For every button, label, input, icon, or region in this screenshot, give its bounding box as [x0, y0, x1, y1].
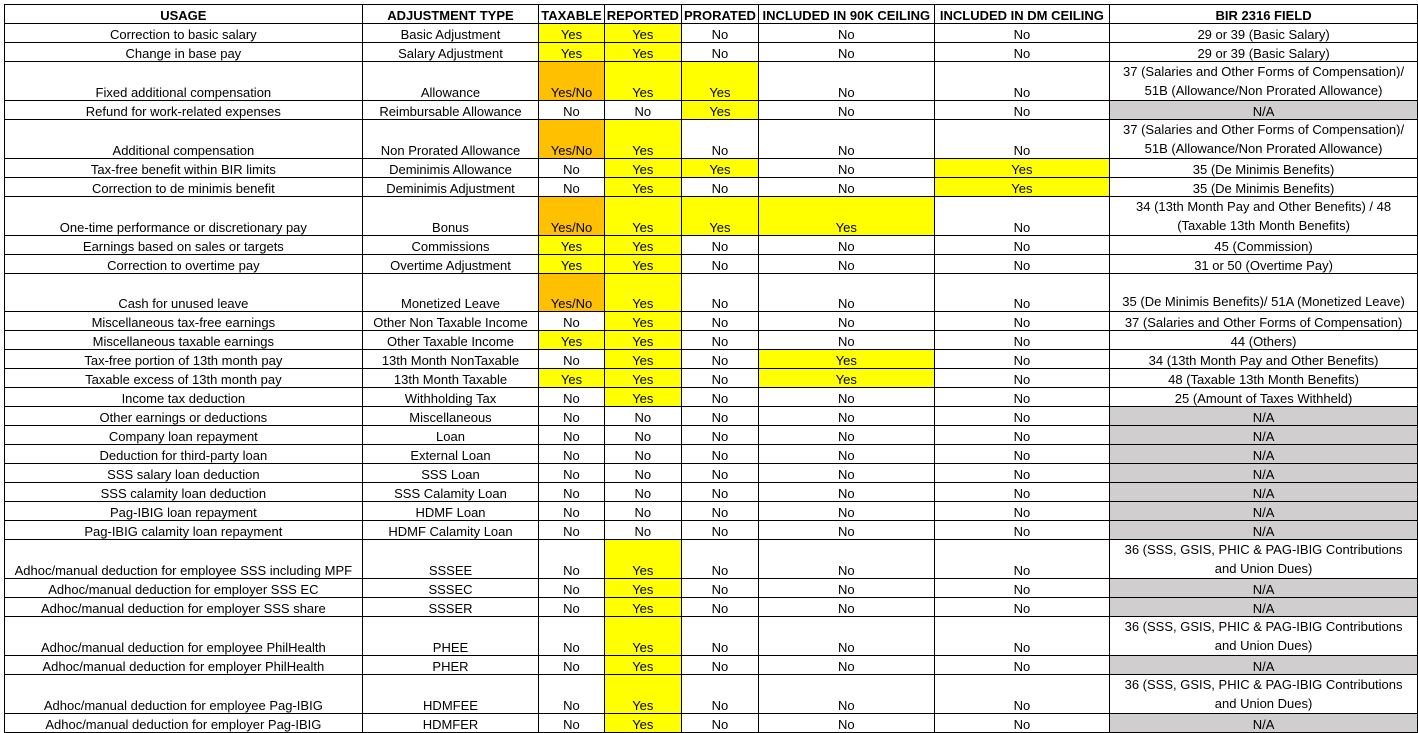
table-row — [5, 178, 1418, 197]
taxable-cell: No — [539, 502, 604, 521]
bir-2316-field-cell: N/A — [1110, 598, 1418, 617]
reported-cell: Yes — [604, 197, 681, 236]
reported-cell: Yes — [604, 178, 681, 197]
ceiling-dm-cell: No — [934, 502, 1109, 521]
usage-cell: Taxable excess of 13th month pay — [5, 369, 363, 388]
ceiling-dm-cell: No — [934, 24, 1109, 43]
reported-cell: Yes — [604, 312, 681, 331]
taxable-cell: Yes/No — [539, 62, 604, 101]
adjustment-type-cell: Reimbursable Allowance — [362, 101, 539, 120]
ceiling-dm-cell: No — [934, 426, 1109, 445]
bir-2316-field-cell: 25 (Amount of Taxes Withheld) — [1110, 388, 1418, 407]
usage-cell: Company loan repayment — [5, 426, 363, 445]
prorated-cell: No — [681, 521, 758, 540]
taxable-cell: Yes — [539, 369, 604, 388]
adjustment-type-cell: Loan — [362, 426, 539, 445]
taxable-cell: No — [539, 312, 604, 331]
reported-cell: Yes — [604, 598, 681, 617]
bir-2316-field-cell: 37 (Salaries and Other Forms of Compensation) — [1110, 312, 1418, 331]
usage-cell: SSS calamity loan deduction — [5, 483, 363, 502]
usage-cell: Adhoc/manual deduction for employer SSS share — [5, 598, 363, 617]
ceiling-90k-cell: No — [758, 656, 934, 675]
table-row — [5, 675, 1418, 714]
ceiling-dm-cell: No — [934, 255, 1109, 274]
taxable-cell: Yes — [539, 236, 604, 255]
ceiling-dm-cell: No — [934, 598, 1109, 617]
adjustment-type-cell: SSS Loan — [362, 464, 539, 483]
taxable-cell: Yes — [539, 331, 604, 350]
bir-2316-field-cell: N/A — [1110, 445, 1418, 464]
bir-2316-field-cell: N/A — [1110, 426, 1418, 445]
table-row — [5, 407, 1418, 426]
ceiling-dm-cell: No — [934, 120, 1109, 159]
adjustment-type-cell: Monetized Leave — [362, 274, 539, 312]
ceiling-90k-cell: No — [758, 426, 934, 445]
reported-cell: Yes — [604, 24, 681, 43]
usage-cell: Miscellaneous taxable earnings — [5, 331, 363, 350]
bir-2316-field-cell: N/A — [1110, 464, 1418, 483]
table-row — [5, 350, 1418, 369]
usage-cell: Correction to overtime pay — [5, 255, 363, 274]
usage-cell: Additional compensation — [5, 120, 363, 159]
ceiling-dm-cell: No — [934, 445, 1109, 464]
table-row — [5, 617, 1418, 656]
ceiling-dm-cell: No — [934, 521, 1109, 540]
ceiling-dm-cell: Yes — [934, 159, 1109, 178]
reported-cell: Yes — [604, 675, 681, 714]
taxable-cell: No — [539, 521, 604, 540]
bir-2316-field-cell: N/A — [1110, 714, 1418, 733]
adjustment-type-cell: Withholding Tax — [362, 388, 539, 407]
usage-cell: Change in base pay — [5, 43, 363, 62]
usage-cell: Fixed additional compensation — [5, 62, 363, 101]
adjustment-type-cell: External Loan — [362, 445, 539, 464]
adjustment-type-cell: SSSEE — [362, 540, 539, 579]
adjustment-type-cell: Basic Adjustment — [362, 24, 539, 43]
bir-2316-field-cell: 31 or 50 (Overtime Pay) — [1110, 255, 1418, 274]
usage-cell: SSS salary loan deduction — [5, 464, 363, 483]
adjustment-type-cell: Deminimis Adjustment — [362, 178, 539, 197]
ceiling-90k-cell: No — [758, 445, 934, 464]
table-row — [5, 43, 1418, 62]
ceiling-90k-cell: No — [758, 101, 934, 120]
header-bir-2316-field: BIR 2316 FIELD — [1110, 5, 1418, 24]
taxable-cell: No — [539, 159, 604, 178]
bir-2316-field-cell: 45 (Commission) — [1110, 236, 1418, 255]
taxable-cell: No — [539, 483, 604, 502]
prorated-cell: Yes — [681, 159, 758, 178]
taxable-cell: Yes/No — [539, 120, 604, 159]
taxable-cell: No — [539, 407, 604, 426]
table-row — [5, 483, 1418, 502]
reported-cell: Yes — [604, 331, 681, 350]
bir-2316-field-cell: N/A — [1110, 521, 1418, 540]
reported-cell: Yes — [604, 579, 681, 598]
ceiling-dm-cell: No — [934, 236, 1109, 255]
table-row — [5, 120, 1418, 159]
prorated-cell: No — [681, 483, 758, 502]
prorated-cell: No — [681, 312, 758, 331]
table-row — [5, 62, 1418, 101]
taxable-cell: No — [539, 617, 604, 656]
table-row — [5, 598, 1418, 617]
bir-2316-field-cell: 29 or 39 (Basic Salary) — [1110, 24, 1418, 43]
ceiling-dm-cell: No — [934, 350, 1109, 369]
ceiling-90k-cell: No — [758, 579, 934, 598]
ceiling-90k-cell: No — [758, 24, 934, 43]
reported-cell: Yes — [604, 236, 681, 255]
bir-2316-field-cell: 36 (SSS, GSIS, PHIC & PAG-IBIG Contributions and Union Dues) — [1110, 675, 1418, 714]
adjustment-type-cell: 13th Month NonTaxable — [362, 350, 539, 369]
usage-cell: Correction to de minimis benefit — [5, 178, 363, 197]
table-row — [5, 426, 1418, 445]
reported-cell: No — [604, 101, 681, 120]
prorated-cell: No — [681, 255, 758, 274]
taxable-cell: Yes/No — [539, 274, 604, 312]
prorated-cell: Yes — [681, 197, 758, 236]
reported-cell: Yes — [604, 159, 681, 178]
ceiling-90k-cell: No — [758, 407, 934, 426]
ceiling-90k-cell: No — [758, 236, 934, 255]
prorated-cell: No — [681, 617, 758, 656]
ceiling-90k-cell: No — [758, 521, 934, 540]
usage-cell: Adhoc/manual deduction for employee Pag-IBIG — [5, 675, 363, 714]
header-usage: USAGE — [5, 5, 363, 24]
ceiling-90k-cell: No — [758, 675, 934, 714]
taxable-cell: No — [539, 350, 604, 369]
ceiling-90k-cell: No — [758, 62, 934, 101]
usage-cell: Income tax deduction — [5, 388, 363, 407]
table-row — [5, 274, 1418, 312]
prorated-cell: No — [681, 274, 758, 312]
prorated-cell: No — [681, 445, 758, 464]
taxable-cell: No — [539, 675, 604, 714]
usage-cell: Correction to basic salary — [5, 24, 363, 43]
adjustment-type-cell: Bonus — [362, 197, 539, 236]
taxable-cell: No — [539, 656, 604, 675]
taxable-cell: No — [539, 714, 604, 733]
ceiling-90k-cell: No — [758, 331, 934, 350]
reported-cell: Yes — [604, 62, 681, 101]
taxable-cell: No — [539, 598, 604, 617]
prorated-cell: No — [681, 350, 758, 369]
taxable-cell: No — [539, 464, 604, 483]
table-row — [5, 388, 1418, 407]
bir-2316-field-cell: 36 (SSS, GSIS, PHIC & PAG-IBIG Contributions and Union Dues) — [1110, 540, 1418, 579]
bir-2316-field-cell: N/A — [1110, 656, 1418, 675]
bir-2316-field-cell: 29 or 39 (Basic Salary) — [1110, 43, 1418, 62]
table-row — [5, 101, 1418, 120]
usage-cell: Earnings based on sales or targets — [5, 236, 363, 255]
usage-cell: Deduction for third-party loan — [5, 445, 363, 464]
adjustment-type-cell: Deminimis Allowance — [362, 159, 539, 178]
reported-cell: No — [604, 521, 681, 540]
reported-cell: Yes — [604, 43, 681, 62]
taxable-cell: No — [539, 388, 604, 407]
table-row — [5, 464, 1418, 483]
reported-cell: Yes — [604, 120, 681, 159]
table-row — [5, 255, 1418, 274]
ceiling-90k-cell: No — [758, 43, 934, 62]
ceiling-dm-cell: No — [934, 617, 1109, 656]
bir-2316-field-cell: 36 (SSS, GSIS, PHIC & PAG-IBIG Contributions and Union Dues) — [1110, 617, 1418, 656]
adjustment-type-cell: Salary Adjustment — [362, 43, 539, 62]
ceiling-dm-cell: No — [934, 312, 1109, 331]
ceiling-90k-cell: No — [758, 255, 934, 274]
ceiling-90k-cell: No — [758, 312, 934, 331]
bir-2316-field-cell: N/A — [1110, 483, 1418, 502]
reported-cell: No — [604, 445, 681, 464]
ceiling-dm-cell: No — [934, 331, 1109, 350]
bir-2316-field-cell: 35 (De Minimis Benefits)/ 51A (Monetized Leave) — [1110, 274, 1418, 312]
ceiling-90k-cell: No — [758, 388, 934, 407]
prorated-cell: No — [681, 540, 758, 579]
reported-cell: Yes — [604, 274, 681, 312]
reported-cell: No — [604, 426, 681, 445]
prorated-cell: No — [681, 714, 758, 733]
reported-cell: No — [604, 407, 681, 426]
bir-2316-field-cell: N/A — [1110, 101, 1418, 120]
usage-cell: Adhoc/manual deduction for employer PhilHealth — [5, 656, 363, 675]
usage-cell: Pag-IBIG calamity loan repayment — [5, 521, 363, 540]
ceiling-90k-cell: No — [758, 159, 934, 178]
ceiling-90k-cell: No — [758, 540, 934, 579]
bir-2316-field-cell: 44 (Others) — [1110, 331, 1418, 350]
usage-cell: Other earnings or deductions — [5, 407, 363, 426]
adjustment-type-cell: Other Taxable Income — [362, 331, 539, 350]
ceiling-90k-cell: Yes — [758, 350, 934, 369]
usage-cell: Adhoc/manual deduction for employee SSS including MPF — [5, 540, 363, 579]
taxable-cell: No — [539, 540, 604, 579]
usage-cell: Refund for work-related expenses — [5, 101, 363, 120]
prorated-cell: Yes — [681, 101, 758, 120]
bir-2316-field-cell: N/A — [1110, 502, 1418, 521]
table-row — [5, 502, 1418, 521]
ceiling-dm-cell: No — [934, 483, 1109, 502]
adjustment-type-cell: Miscellaneous — [362, 407, 539, 426]
usage-cell: Miscellaneous tax-free earnings — [5, 312, 363, 331]
bir-2316-field-cell: N/A — [1110, 407, 1418, 426]
ceiling-dm-cell: No — [934, 675, 1109, 714]
table-row — [5, 714, 1418, 733]
ceiling-dm-cell: No — [934, 101, 1109, 120]
prorated-cell: Yes — [681, 62, 758, 101]
table-row — [5, 656, 1418, 675]
ceiling-90k-cell: No — [758, 483, 934, 502]
ceiling-90k-cell: No — [758, 178, 934, 197]
adjustment-type-cell: SSSER — [362, 598, 539, 617]
table-row — [5, 24, 1418, 43]
adjustment-type-cell: HDMFER — [362, 714, 539, 733]
adjustment-type-cell: 13th Month Taxable — [362, 369, 539, 388]
prorated-cell: No — [681, 388, 758, 407]
ceiling-dm-cell: No — [934, 274, 1109, 312]
ceiling-dm-cell: No — [934, 579, 1109, 598]
usage-cell: Adhoc/manual deduction for employer SSS EC — [5, 579, 363, 598]
adjustment-type-cell: Allowance — [362, 62, 539, 101]
usage-cell: Adhoc/manual deduction for employer Pag-IBIG — [5, 714, 363, 733]
adjustment-type-cell: SSSEC — [362, 579, 539, 598]
table-row — [5, 369, 1418, 388]
prorated-cell: No — [681, 331, 758, 350]
reported-cell: No — [604, 464, 681, 483]
table-row — [5, 236, 1418, 255]
header-dm-ceiling: INCLUDED IN DM CEILING — [934, 5, 1109, 24]
usage-cell: Adhoc/manual deduction for employee PhilHealth — [5, 617, 363, 656]
header-90k-ceiling: INCLUDED IN 90K CEILING — [758, 5, 934, 24]
prorated-cell: No — [681, 24, 758, 43]
table-row — [5, 331, 1418, 350]
bir-2316-field-cell: 34 (13th Month Pay and Other Benefits) / 48 (Taxable 13th Month Benefits) — [1110, 197, 1418, 236]
ceiling-90k-cell: No — [758, 274, 934, 312]
reported-cell: Yes — [604, 540, 681, 579]
prorated-cell: No — [681, 236, 758, 255]
table-row — [5, 540, 1418, 579]
ceiling-dm-cell: No — [934, 62, 1109, 101]
adjustment-type-cell: HDMF Calamity Loan — [362, 521, 539, 540]
ceiling-dm-cell: No — [934, 540, 1109, 579]
taxable-cell: Yes — [539, 24, 604, 43]
ceiling-90k-cell: Yes — [758, 369, 934, 388]
ceiling-90k-cell: No — [758, 714, 934, 733]
bir-2316-field-cell: 37 (Salaries and Other Forms of Compensation)/ 51B (Allowance/Non Prorated Allowance) — [1110, 62, 1418, 101]
adjustment-type-cell: Overtime Adjustment — [362, 255, 539, 274]
reported-cell: No — [604, 502, 681, 521]
taxable-cell: No — [539, 178, 604, 197]
ceiling-90k-cell: Yes — [758, 197, 934, 236]
bir-2316-field-cell: 35 (De Minimis Benefits) — [1110, 178, 1418, 197]
ceiling-dm-cell: No — [934, 464, 1109, 483]
prorated-cell: No — [681, 426, 758, 445]
bir-2316-field-cell: 48 (Taxable 13th Month Benefits) — [1110, 369, 1418, 388]
taxable-cell: No — [539, 579, 604, 598]
prorated-cell: No — [681, 407, 758, 426]
table-row — [5, 197, 1418, 236]
usage-cell: Tax-free portion of 13th month pay — [5, 350, 363, 369]
header-adjustment-type: ADJUSTMENT TYPE — [362, 5, 539, 24]
header-row — [5, 5, 1418, 24]
ceiling-90k-cell: No — [758, 617, 934, 656]
usage-cell: One-time performance or discretionary pay — [5, 197, 363, 236]
prorated-cell: No — [681, 178, 758, 197]
payroll-adjustment-table — [4, 4, 1418, 733]
ceiling-90k-cell: No — [758, 598, 934, 617]
ceiling-90k-cell: No — [758, 464, 934, 483]
adjustment-type-cell: PHEE — [362, 617, 539, 656]
prorated-cell: No — [681, 464, 758, 483]
taxable-cell: No — [539, 426, 604, 445]
reported-cell: Yes — [604, 714, 681, 733]
reported-cell: Yes — [604, 255, 681, 274]
table-row — [5, 312, 1418, 331]
taxable-cell: Yes — [539, 43, 604, 62]
header-reported: REPORTED — [604, 5, 681, 24]
adjustment-type-cell: HDMF Loan — [362, 502, 539, 521]
bir-2316-field-cell: N/A — [1110, 579, 1418, 598]
adjustment-type-cell: SSS Calamity Loan — [362, 483, 539, 502]
prorated-cell: No — [681, 43, 758, 62]
prorated-cell: No — [681, 675, 758, 714]
table-row — [5, 579, 1418, 598]
header-prorated: PRORATED — [681, 5, 758, 24]
ceiling-dm-cell: No — [934, 714, 1109, 733]
reported-cell: No — [604, 483, 681, 502]
ceiling-90k-cell: No — [758, 120, 934, 159]
ceiling-dm-cell: Yes — [934, 178, 1109, 197]
taxable-cell: No — [539, 445, 604, 464]
taxable-cell: Yes — [539, 255, 604, 274]
bir-2316-field-cell: 35 (De Minimis Benefits) — [1110, 159, 1418, 178]
reported-cell: Yes — [604, 617, 681, 656]
reported-cell: Yes — [604, 350, 681, 369]
adjustment-type-cell: PHER — [362, 656, 539, 675]
usage-cell: Cash for unused leave — [5, 274, 363, 312]
prorated-cell: No — [681, 120, 758, 159]
ceiling-dm-cell: No — [934, 197, 1109, 236]
prorated-cell: No — [681, 579, 758, 598]
header-taxable: TAXABLE — [539, 5, 604, 24]
adjustment-type-cell: Commissions — [362, 236, 539, 255]
bir-2316-field-cell: 34 (13th Month Pay and Other Benefits) — [1110, 350, 1418, 369]
ceiling-dm-cell: No — [934, 43, 1109, 62]
bir-2316-field-cell: 37 (Salaries and Other Forms of Compensation)/ 51B (Allowance/Non Prorated Allowance) — [1110, 120, 1418, 159]
usage-cell: Pag-IBIG loan repayment — [5, 502, 363, 521]
table-row — [5, 159, 1418, 178]
taxable-cell: Yes/No — [539, 197, 604, 236]
adjustment-type-cell: Non Prorated Allowance — [362, 120, 539, 159]
adjustment-type-cell: Other Non Taxable Income — [362, 312, 539, 331]
ceiling-90k-cell: No — [758, 502, 934, 521]
ceiling-dm-cell: No — [934, 388, 1109, 407]
usage-cell: Tax-free benefit within BIR limits — [5, 159, 363, 178]
prorated-cell: No — [681, 656, 758, 675]
prorated-cell: No — [681, 369, 758, 388]
adjustment-type-cell: HDMFEE — [362, 675, 539, 714]
taxable-cell: No — [539, 101, 604, 120]
table-row — [5, 445, 1418, 464]
prorated-cell: No — [681, 502, 758, 521]
table-row — [5, 521, 1418, 540]
ceiling-dm-cell: No — [934, 369, 1109, 388]
reported-cell: Yes — [604, 388, 681, 407]
ceiling-dm-cell: No — [934, 656, 1109, 675]
ceiling-dm-cell: No — [934, 407, 1109, 426]
reported-cell: Yes — [604, 369, 681, 388]
reported-cell: Yes — [604, 656, 681, 675]
prorated-cell: No — [681, 598, 758, 617]
